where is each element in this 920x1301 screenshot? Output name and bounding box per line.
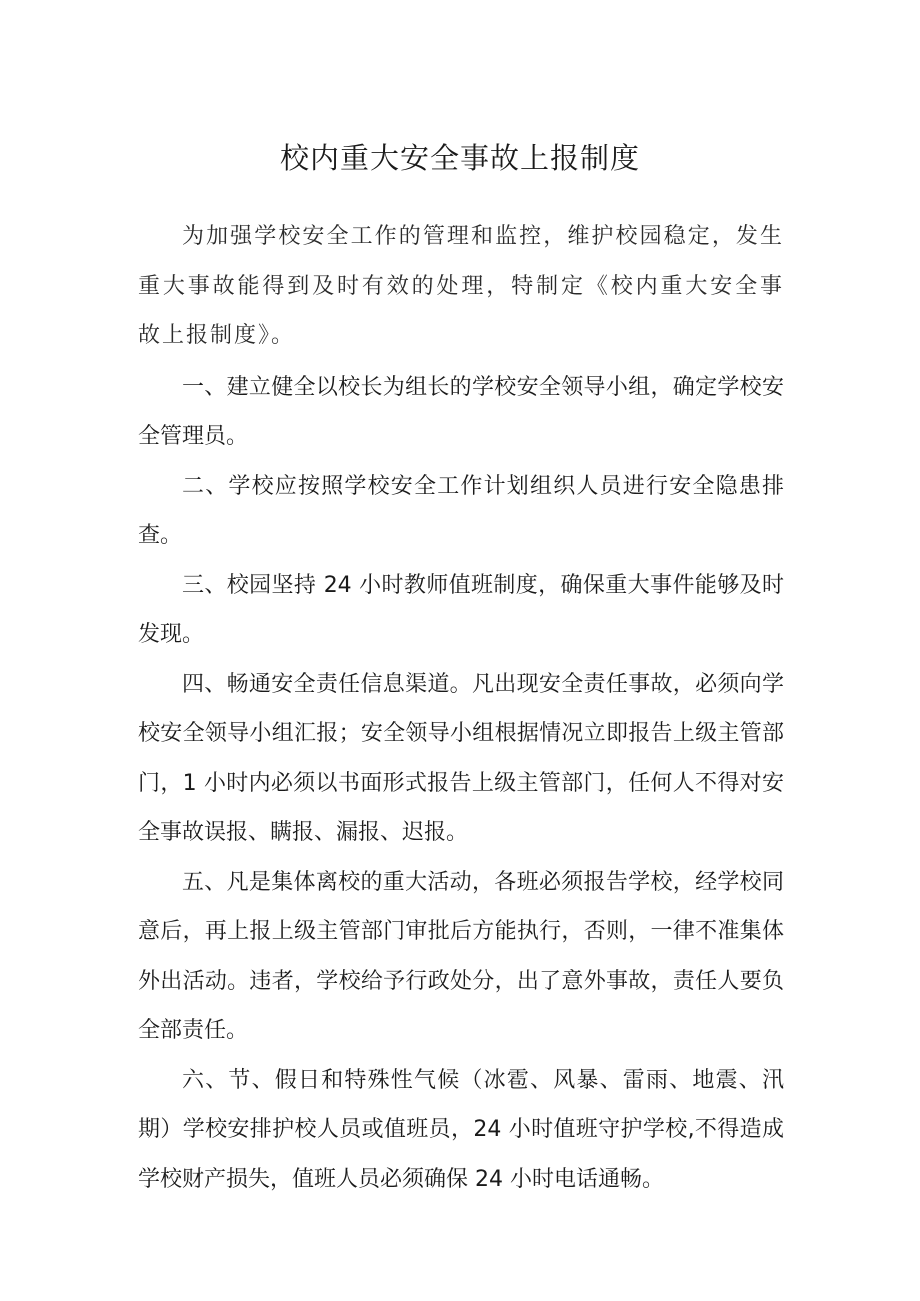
item-paragraph-5: 五、凡是集体离校的重大活动，各班必须报告学校，经学校同意后，再上报上级主管部门审批后方能执行，否则，一律不准集体外出活动。违者，学校给予行政处分，出了意外事故，责任人要负全部责任。 [138,869,784,1043]
intro-paragraph: 为加强学校安全工作的管理和监控，维护校园稳定，发生重大事故能得到及时有效的处理，特制定《校内重大安全事故上报制度》。 [138,224,784,348]
item-paragraph-3: 三、校园坚持 24 小时教师值班制度，确保重大事件能够及时发现。 [138,572,784,647]
item-paragraph-2: 二、学校应按照学校安全工作计划组织人员进行安全隐患排查。 [138,473,784,548]
document-body [138,212,784,1204]
document-title: 校内重大安全事故上报制度 [279,141,640,175]
item-paragraph-4: 四、畅通安全责任信息渠道。凡出现安全责任事故，必须向学校安全领导小组汇报；安全领导小组根据情况立即报告上级主管部门，1 小时内必须以书面形式报告上级主管部门，任何人不得对安全事故误报、瞒报、漏报、迟报。 [138,671,784,845]
item-paragraph-6: 六、节、假日和特殊性气候（冰雹、风暴、雷雨、地震、汛期）学校安排护校人员或值班员，24 小时值班守护学校,不得造成学校财产损失，值班人员必须确保 24 小时电话通畅。 [138,1067,784,1192]
item-paragraph-1: 一、建立健全以校长为组长的学校安全领导小组，确定学校安全管理员。 [138,374,784,449]
